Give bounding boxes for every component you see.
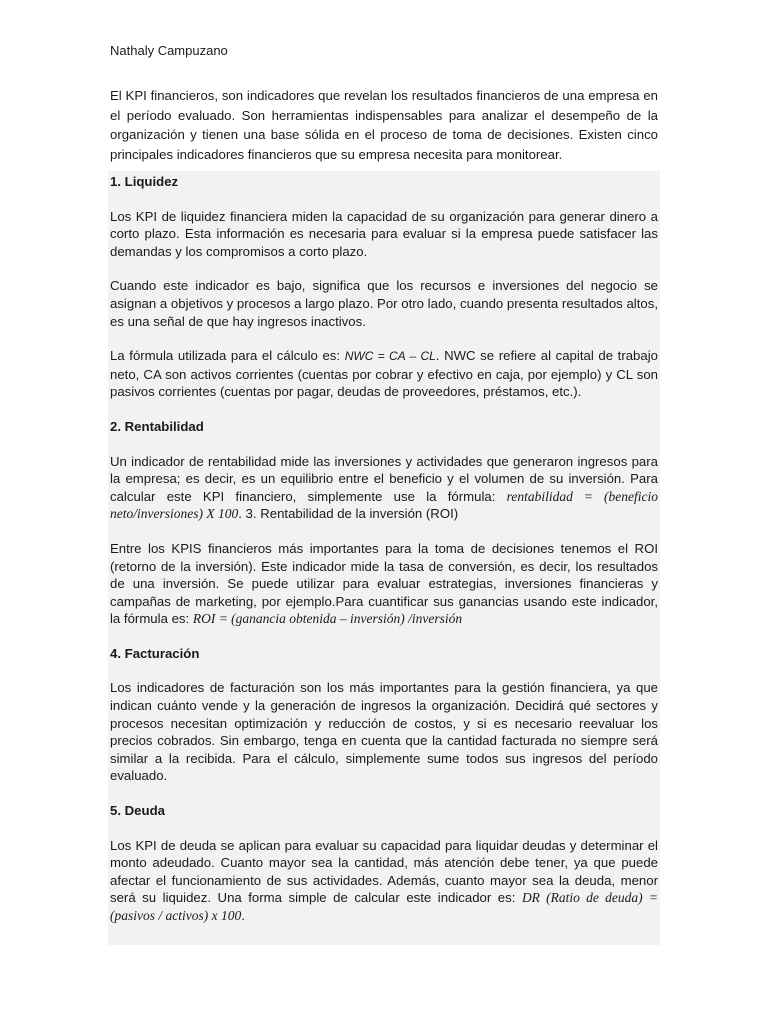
author-name: Nathaly Campuzano — [110, 43, 228, 58]
intro-paragraph: El KPI financieros, son indicadores que revelan los resultados financieros de una empresa en el período evaluado. Son herramientas indispensables para analizar el desempeño de la organización y tienen una base sólida en el proceso de toma de decisiones. Existen cinco principales indicadores financieros que su empresa necesita para monitorear. — [110, 88, 658, 162]
roi-text: Entre los KPIS financieros más importantes para la toma de decisiones tenemos el ROI (retorno de la inversión). Este indicador mide la tasa de conversión, es decir, los resultados de una inversión. Se puede utilizar para evaluar estrategias, inversiones financieras y campañas de marketing, por ejemplo.Para cuantificar sus ganancias usando este indicador, la fórmula es: — [110, 540, 658, 627]
section-heading-facturacion: 4. Facturación — [110, 645, 200, 661]
roi-paragraph — [110, 540, 658, 628]
nwc-formula: NWC = CA – CL — [344, 349, 436, 364]
liquidez-paragraph-1: Los KPI de liquidez financiera miden la capacidad de su organización para generar dinero a corto plazo. Esta información es necesaria para evaluar si la empresa puede satisfacer las demandas y los compromisos a corto plazo. — [110, 208, 658, 259]
rentabilidad-formula: rentabilidad = (beneficio neto/inversiones) X 100 — [110, 488, 658, 522]
roi-subheading-inline: . 3. Rentabilidad de la inversión (ROI) — [238, 506, 459, 522]
deuda-period: . — [241, 908, 245, 923]
liquidez-formula-explanation: . NWC se refiere al capital de trabajo neto, CA son activos corrientes (cuentas por cobrar y efectivo en caja, por ejemplo) y CL son pasivos corrientes (cuentas por pagar, deudas de proveedores, préstamos, etc.). — [110, 348, 658, 400]
rentabilidad-paragraph-1 — [110, 453, 658, 523]
facturacion-paragraph: Los indicadores de facturación son los más importantes para la gestión financiera, ya que indican cuánto vende y la generación de ingresos la organización. Decidirá qué sectores y procesos necesitan optimización y reducción de costos, y si es necesario reevaluar los precios cobrados. Sin embargo, tenga en cuenta que la cantidad facturada no siempre será similar a la recibida. Para el cálculo, simplemente sume todos sus ingresos del período evaluado. — [110, 680, 658, 784]
liquidez-formula-intro: La fórmula utilizada para el cálculo es: — [110, 348, 345, 364]
section-heading-liquidez: 1. Liquidez — [110, 174, 179, 189]
kpi-sections — [110, 173, 658, 942]
section-heading-deuda: 5. Deuda — [110, 803, 165, 819]
roi-formula: ROI = (ganancia obtenida – inversión) /inversión — [192, 611, 463, 627]
rentabilidad-text: Un indicador de rentabilidad mide las inversiones y actividades que generaron ingresos para la empresa; es decir, es un equilibrio entre el beneficio y el volumen de su inversión. Para calcular este KPI financiero, simplemente use la fórmula: — [110, 453, 658, 504]
deuda-paragraph — [110, 837, 658, 925]
deuda-text: Los KPI de deuda se aplican para evaluar su capacidad para liquidar deudas y determinar el monto adeudado. Cuanto mayor sea la cantidad, más atención debe tener, ya que puede afectar el funcionamiento de sus actividades. Además, cuanto mayor sea la deuda, menor será su liquidez. Una forma simple de calcular este indicador es: — [110, 837, 658, 906]
section-heading-rentabilidad: 2. Rentabilidad — [110, 418, 204, 434]
liquidez-paragraph-3 — [110, 347, 658, 401]
deuda-formula: DR (Ratio de deuda) = (pasivos / activos) x 100 — [110, 890, 658, 923]
liquidez-paragraph-2: Cuando este indicador es bajo, significa que los recursos e inversiones del negocio se asignan a objetivos y procesos a largo plazo. Por otro lado, cuando presenta resultados altos, es una señal de que hay ingresos inactivos. — [110, 278, 658, 329]
